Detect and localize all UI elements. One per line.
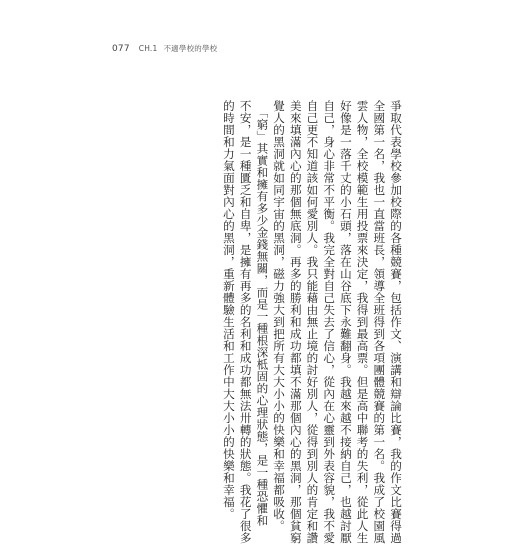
text-column: 爭取代表學校參加校際的各種競賽，包括作文、演講和辯論比賽，我的作文比賽得過 — [389, 100, 403, 544]
vertical-body-text — [220, 100, 404, 544]
chapter-title: 不適學校的學校 — [163, 44, 218, 53]
text-column: 全國第一名，我也一直當班長，領導全班得到各項團體競賽的第一名。我成了校園風 — [372, 100, 387, 544]
text-column: 美來填滿內心的那個無底洞。再多的勝利和成功都填不滿那個內心的黑洞，那個貧窮 — [288, 100, 303, 544]
text-column: 好像是一落千丈的小石頭，落在山谷底下永難翻身。我越來越不接納自己，也越討厭 — [338, 100, 353, 544]
running-header — [112, 43, 217, 54]
text-column: 的時間和力氣面對內心的黑洞，重新體驗生活和工作中大大小小的快樂和幸福。 — [221, 100, 236, 520]
text-column: 自己更不知道該如何愛別人。我只能藉由無止境的討好別人，從得到別人的肯定和讚 — [305, 100, 320, 544]
text-column: 自己，身心非常不平衡。我完全對自己失去了信心，從內在心靈到外表容貌，我不愛 — [322, 100, 337, 544]
text-column: 「窮」其實和擁有多少金錢無關，而是一種根深柢固的心理狀態，是一種恐懼和 — [255, 100, 270, 527]
page-number: 077 — [112, 44, 130, 54]
text-column: 雲人物，全校模範生用投票來決定，我得到最高票。但是高中聯考的失利，從此人生 — [355, 100, 370, 544]
text-column: 不安，是一種匱乏和自卑，是擁有再多的名利和成功都無法卅轉的狀態。我花了很多 — [238, 100, 253, 544]
text-column: 覺人的黑洞就如同宇宙的黑洞，磁力強大到把所有大大小小的快樂和幸福都吸收。 — [272, 100, 287, 532]
chapter-label: CH.1 — [138, 44, 158, 53]
